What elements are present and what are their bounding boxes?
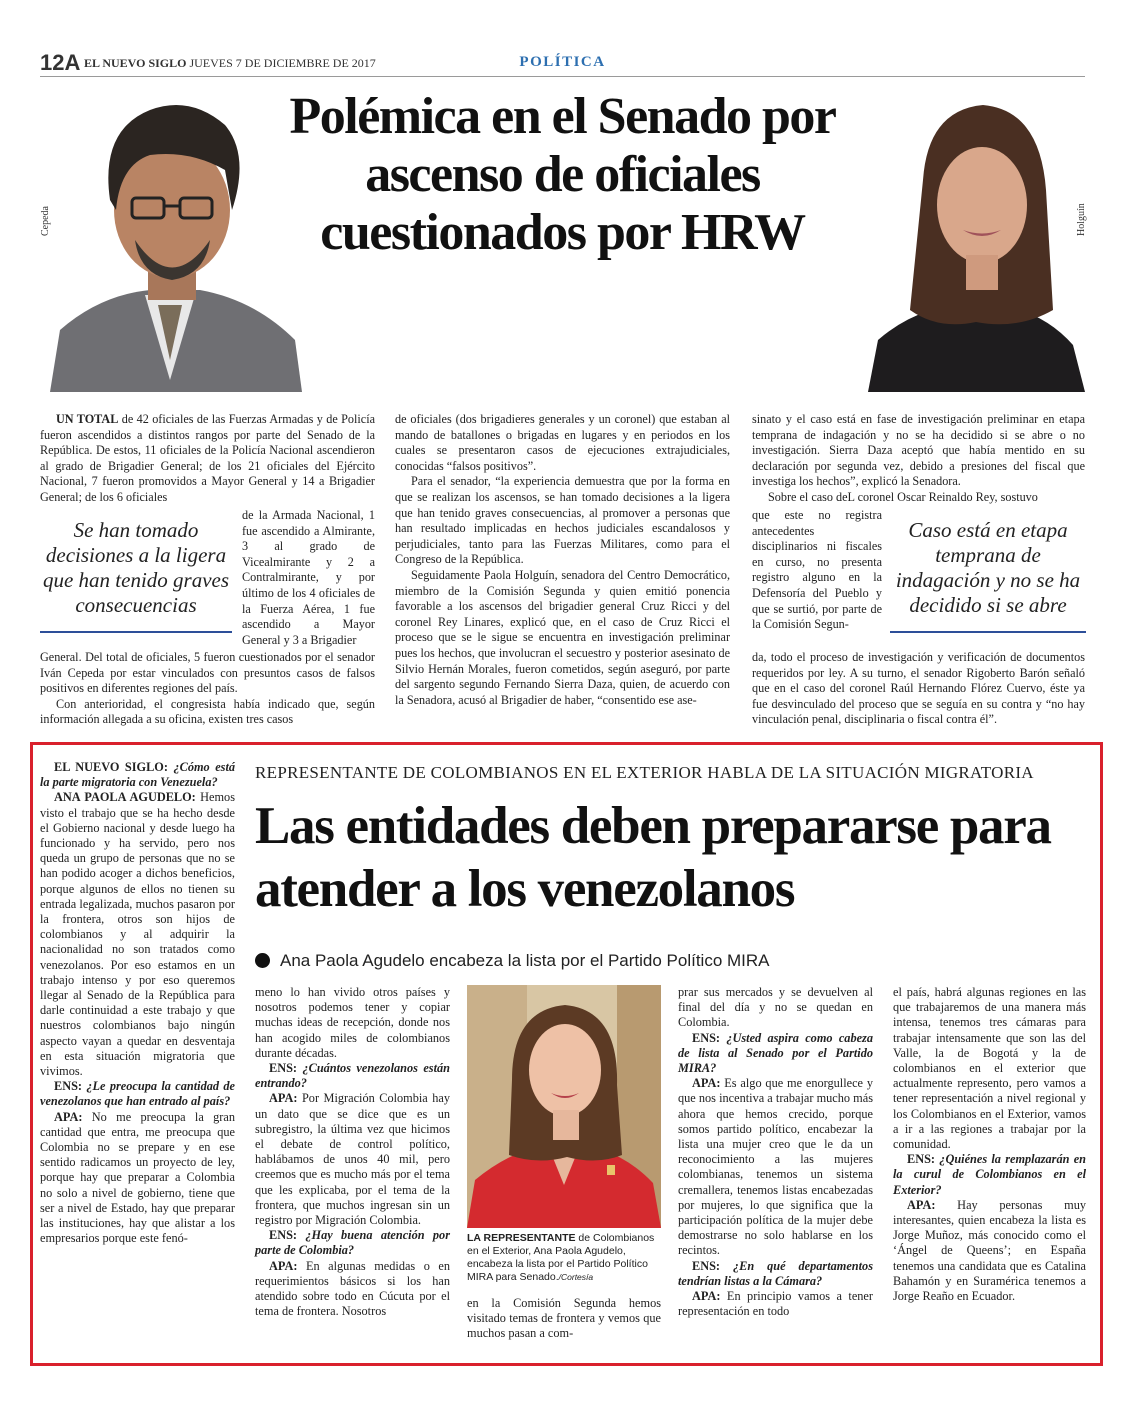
paragraph: que este no registra antecedentes disciplinarios ni fiscales en curso, no presenta registro alguno en la Defensoría del Pueblo y que se surtió, por parte de la Comisión Segun- bbox=[752, 508, 882, 632]
paragraph: General. Del total de oficiales, 5 fueron cuestionados por el senador Iván Cepeda por estar vinculados con presuntos casos de falsos positivos en diferentes regiones del país. bbox=[40, 650, 375, 696]
article-column bbox=[752, 412, 1085, 506]
photo-label-holguin: Holguín bbox=[1076, 203, 1087, 236]
bullet-icon bbox=[255, 953, 270, 968]
question-text: ¿En qué departamentos tendrían listas a la Cámara? bbox=[678, 1258, 873, 1288]
question-text: ¿Cuántos venezolanos están entrando? bbox=[255, 1061, 450, 1091]
speaker-label: ANA PAOLA AGUDELO: bbox=[54, 790, 196, 805]
question bbox=[893, 1152, 1086, 1198]
interview-column bbox=[255, 985, 450, 1319]
answer bbox=[255, 1091, 450, 1228]
answer bbox=[893, 1198, 1086, 1304]
paragraph bbox=[40, 412, 375, 506]
answer bbox=[678, 1076, 873, 1258]
speaker-label: APA: bbox=[692, 1076, 721, 1091]
article-column bbox=[752, 650, 1085, 728]
paper-name: EL NUEVO SIGLO bbox=[84, 56, 187, 70]
photo-credit: /Cortesía bbox=[558, 1272, 594, 1282]
paragraph-text: de 42 oficiales de las Fuerzas Armadas y de Policía fueron ascendidos a distintos rangos por parte del Senado de la República. De estos, 11 oficiales de la Policía Nacional ascendieron al grado de Brigadier General; de los 21 oficiales del Ejército Nacional, 7 fueron promovidos a Mayor General y 14 a Brigadier General; de los 6 oficiales bbox=[40, 412, 375, 504]
photo-paola-holguin bbox=[868, 90, 1085, 392]
paragraph: Para el senador, “la experiencia demuestra que por la forma en que se realizan los ascensos, se han tomado decisiones a la ligera que han tenido graves consecuencias, al promover a personas que han resultado implicadas en hechos judiciales escandalosos y perjudiciales, tanto para las Fuerzas Militares, como para el Congreso de la República. bbox=[395, 474, 730, 567]
interview-kicker: REPRESENTANTE DE COLOMBIANOS EN EL EXTERIOR HABLA DE LA SITUACIÓN MIGRATORIA bbox=[255, 763, 1034, 782]
article-column bbox=[752, 508, 882, 633]
answer: en la Comisión Segunda hemos visitado temas de frontera y vemos que muchos pasan a com- bbox=[467, 1296, 661, 1341]
speaker-label: EL NUEVO SIGLO: bbox=[54, 760, 168, 774]
question bbox=[255, 1228, 450, 1258]
answer bbox=[255, 1259, 450, 1320]
question-text: ¿Cómo está la parte migratoria con Venezuela? bbox=[40, 760, 236, 790]
speaker-label: ENS: bbox=[269, 1061, 298, 1076]
photo-ana-paola-agudelo bbox=[467, 985, 661, 1228]
speaker-label: APA: bbox=[692, 1289, 721, 1304]
answer-text: Hay personas muy interesantes, quien encabeza la lista es Jorge Muñoz, más conocido como el ‘Ángel de Queens’; en España tenemos una candidata que es Catalina Bahamón y en Suramérica tenemos a Jorge Reaño en Ecuador. bbox=[893, 1197, 1086, 1304]
caption-lead: LA REPRESENTANTE bbox=[467, 1232, 576, 1244]
article-column bbox=[242, 508, 375, 648]
caption-text: de Colombianos en el Exterior, Ana Paola Agudelo, encabeza la lista por el Partido Político MIRA para Senado. bbox=[467, 1232, 655, 1283]
answer bbox=[678, 1289, 873, 1319]
answer bbox=[40, 790, 235, 1079]
page-number: 12A bbox=[40, 50, 81, 75]
issue-date: JUEVES 7 DE DICIEMBRE DE 2017 bbox=[189, 56, 376, 70]
answer: meno lo han vivido otros países y nosotros podemos tener y copiar muchas ideas de recepción, donde nos han acogido miles de colombianos durante décadas. bbox=[255, 985, 450, 1060]
answer: prar sus mercados y se devuelven al final del día y no se quedan en Colombia. bbox=[678, 985, 873, 1030]
photo-caption bbox=[467, 1232, 661, 1284]
question-text: ¿Quiénes la remplazarán en la curul de Colombianos en el Exterior? bbox=[893, 1152, 1086, 1197]
article-column bbox=[40, 650, 375, 728]
pullquote-right: Caso está en etapa temprana de indagación y no se ha decidido si se abre bbox=[895, 518, 1081, 617]
article-column bbox=[395, 412, 730, 708]
question bbox=[255, 1061, 450, 1091]
lead-in: UN TOTAL bbox=[56, 412, 119, 426]
paragraph: de oficiales (dos brigadieres generales y un coronel) que estaban al mando de batallones o brigadas en lugares y en periodos en los cuales se presentaron casos de ejecuciones extrajudiciales, conocidas “falsos positivos”. bbox=[395, 412, 730, 473]
paragraph: Con anterioridad, el congresista había indicado que, según información allegada a su oficina, existen tres casos bbox=[40, 696, 375, 727]
answer-text: Hemos visto el trabajo que se ha hecho desde el Gobierno nacional y desde luego ha funcionado y ha servido, pero nos queda un grupo de personas que no se han podido acoger a dichos beneficios, porque algunos de ellos no tienen su entrada legalizada, muchos pasaron por la frontera, otros son hijos de colombianos y al adquirir la nacionalidad no son tratados como venezolanos. Por eso estamos en un trabajo intenso y por eso queremos llegar al Senado de la República para darle continuidad a este trabajo y que nuestros colombianos bajo ningún aspecto vayan a quedar en desventaja en esta situación migratoria que vivimos. bbox=[40, 790, 235, 1079]
speaker-label: ENS: bbox=[269, 1228, 298, 1243]
speaker-label: APA: bbox=[907, 1197, 936, 1212]
answer-text: Es algo que me enorgullece y que nos incentiva a trabajar mucho más ahora que hemos crecido, porque somos partido político, encabezar la lista una mujer creo que le da un reconocimiento a las mujeres colombianas, tenemos un sistema cremallera, tenemos listas encabezadas por mujeres, lo que significa que la participación política de la mujer debe demostrarse no solo hablarse en los recintos. bbox=[678, 1076, 873, 1258]
speaker-label: ENS: bbox=[692, 1258, 721, 1273]
answer: el país, habrá algunas regiones en las que trabajaremos de una manera más intensa, tenemos tres cámaras para trabajar intensamente que son las del Valle, la de Bogotá y la de colombianos en el exterior que actualmente represento, pero vamos a tener representación a nivel regional y los Colombianos en el Exterior, vamos a ir a las regiones a trabajar por la comunidad. bbox=[893, 985, 1086, 1152]
speaker-label: ENS: bbox=[54, 1079, 83, 1094]
paragraph: Seguidamente Paola Holguín, senadora del Centro Democrático, miembro de la Comisión Segunda y quien emitió ponencia favorable a los ascensos del brigadier general Cruz Ricci y del coronel Rey Linares, explicó que, en el caso de Cruz Ricci el proceso que se le sigue se encuentra en investigación preliminar pues los hechos, que involucran el secuestro y posterior asesinato de Silvio Hernán Morales, fueron cometidos, según aseguró, por parte del sargento segundo Fernando Sierra Daza, quien, de acuerdo con la Senadora, acusó al Brigadier de haber, “consentido ese ase- bbox=[395, 567, 730, 707]
paragraph: da, todo el proceso de investigación y verificación de documentos requeridos por ley. A su turno, el senador Rigoberto Barón señaló que en el caso del coronel Raúl Hernando Flórez Cuervo, éste ya fue desvinculado del proceso que se seguía en su contra y “no hay vinculación penal, disciplinaria o fiscal contra él”. bbox=[752, 650, 1085, 727]
question bbox=[40, 760, 235, 790]
pullquote-rule bbox=[40, 631, 232, 633]
speaker-label: ENS: bbox=[692, 1030, 721, 1045]
question bbox=[678, 1259, 873, 1289]
interview-column bbox=[678, 985, 873, 1319]
answer-text: En principio vamos a tener representación en todo bbox=[678, 1289, 873, 1319]
photo-label-cepeda: Cepeda bbox=[40, 206, 51, 236]
paragraph: de la Armada Nacional, 1 fue ascendido a Almirante, 3 al grado de Vicealmirante y 2 a Contralmirante, y por último de los 4 oficiales de la Fuerza Aérea, 1 fue ascendido a Mayor General y 3 a Brigadier bbox=[242, 508, 375, 647]
answer-text: En algunas medidas o en requerimientos básicos si los han atendido sobre todo en Cúcuta por el tema de frontera. Nosotros bbox=[255, 1258, 450, 1319]
subhead-text: Ana Paola Agudelo encabeza la lista por el Partido Político MIRA bbox=[280, 951, 770, 970]
interview-column bbox=[40, 760, 235, 1247]
question-text: ¿Hay buena atención por parte de Colombia? bbox=[255, 1228, 450, 1258]
paragraph: Sobre el caso deL coronel Oscar Reinaldo Rey, sostuvo bbox=[768, 489, 1038, 504]
question bbox=[40, 1079, 235, 1109]
answer-text: Por Migración Colombia hay un dato que se dice que es un subregistro, la última vez que hicimos el debate de control político, hablábamos de unos 40 mil, pero creemos que es mucho más por el tema que les explicaba, por el tema de la frontera, que muchos ingresan sin un registro por Migración Colombia. bbox=[255, 1091, 450, 1228]
question-text: ¿Le preocupa la cantidad de venezolanos que han entrado al país? bbox=[40, 1079, 235, 1109]
top-headline: Polémica en el Senado por ascenso de oficiales cuestionados por HRW bbox=[289, 88, 836, 262]
section-label: POLÍTICA bbox=[519, 54, 606, 70]
question-text: ¿Usted aspira como cabeza de lista al Senado por el Partido MIRA? bbox=[678, 1030, 873, 1076]
question bbox=[678, 1031, 873, 1077]
paragraph: sinato y el caso está en fase de investigación preliminar en etapa temprana de indagación y no se ha decidido si se abre o no investigación. Sierra Daza aceptó que había mentido en su declaración por segunda vez, debido a presiones del fiscal que investiga los hechos”, explicó la Senadora. bbox=[752, 412, 1085, 489]
interview-column bbox=[893, 985, 1086, 1304]
speaker-label: APA: bbox=[54, 1109, 83, 1124]
header-rule bbox=[40, 76, 1085, 77]
speaker-label: APA: bbox=[269, 1091, 298, 1106]
interview-headline: Las entidades deben prepararse para atender a los venezolanos bbox=[255, 797, 1051, 918]
photo-ivan-cepeda bbox=[40, 90, 302, 392]
speaker-label: APA: bbox=[269, 1258, 298, 1273]
interview-column bbox=[467, 1296, 661, 1342]
answer-text: No me preocupa la gran cantidad que entra, me preocupa que Colombia no se prepare y en ese sentido radicamos un proyecto de ley, porque hay que preparar a Colombia no solo a nivel de gobierno, tiene que ser a nivel de Estado, hay que preparar las instituciones, hay que alistar a los empresarios porque este fenó- bbox=[40, 1109, 235, 1246]
answer bbox=[40, 1110, 235, 1247]
pullquote-rule bbox=[890, 631, 1086, 633]
speaker-label: ENS: bbox=[907, 1152, 936, 1167]
pullquote-left: Se han tomado decisiones a la ligera que han tenido graves consecuencias bbox=[42, 518, 230, 617]
article-column bbox=[40, 412, 375, 506]
interview-subhead bbox=[255, 951, 1075, 971]
